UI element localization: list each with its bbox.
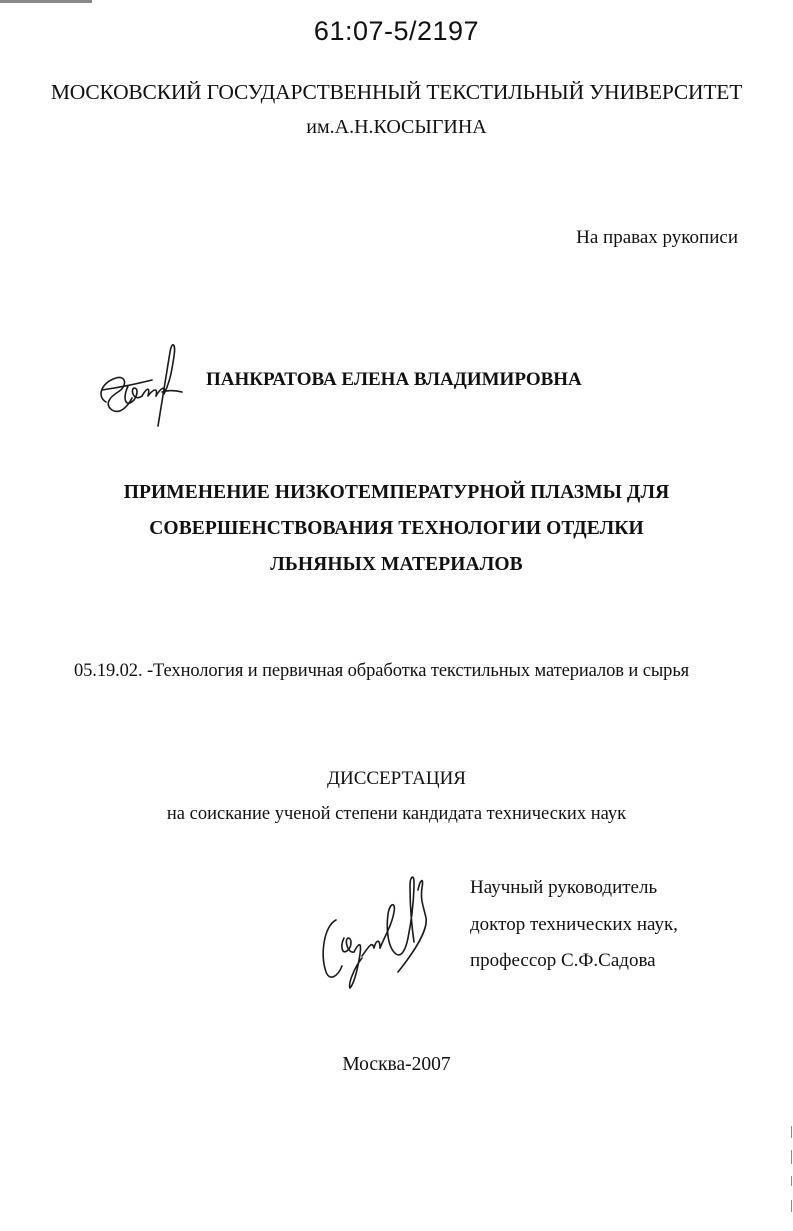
scan-edge-mark-right-1	[791, 1126, 792, 1138]
thesis-title-line-1: ПРИМЕНЕНИЕ НИЗКОТЕМПЕРАТУРНОЙ ПЛАЗМЫ ДЛЯ	[123, 482, 670, 503]
supervisor-degree: доктор технических наук,	[470, 914, 678, 935]
dissertation-heading: ДИССЕРТАЦИЯ	[327, 768, 466, 789]
scan-edge-mark	[0, 0, 92, 3]
author-name: ПАНКРАТОВА ЕЛЕНА ВЛАДИМИРОВНА	[206, 369, 582, 390]
scan-edge-mark-right-3	[791, 1176, 792, 1186]
supervisor-signature-icon	[314, 868, 444, 996]
thesis-title-line-2: СОВЕРШЕНСТВОВАНИЯ ТЕХНОЛОГИИ ОТДЕЛКИ	[149, 518, 644, 539]
specialty-code: 05.19.02. -Технология и первичная обработка текстильных материалов и сырья	[74, 661, 690, 681]
author-signature-icon	[92, 330, 187, 440]
supervisor-name: профессор С.Ф.Садова	[470, 950, 656, 971]
city-year: Москва-2007	[342, 1054, 451, 1075]
university-name: МОСКОВСКИЙ ГОСУДАРСТВЕННЫЙ ТЕКСТИЛЬНЫЙ УНИВЕРСИТЕТ	[50, 80, 743, 104]
thesis-title-line-3: ЛЬНЯНЫХ МАТЕРИАЛОВ	[270, 554, 523, 575]
scan-edge-mark-right-4	[791, 1200, 792, 1212]
dissertation-subheading: на соискание ученой степени кандидата технических наук	[166, 804, 627, 824]
archive-code: 61:07-5/2197	[313, 16, 480, 46]
scan-edge-mark-right-2	[791, 1150, 792, 1164]
rights-note: На правах рукописи	[576, 227, 738, 248]
supervisor-role: Научный руководитель	[470, 877, 658, 898]
university-subtitle: им.А.Н.КОСЫГИНА	[306, 116, 487, 138]
